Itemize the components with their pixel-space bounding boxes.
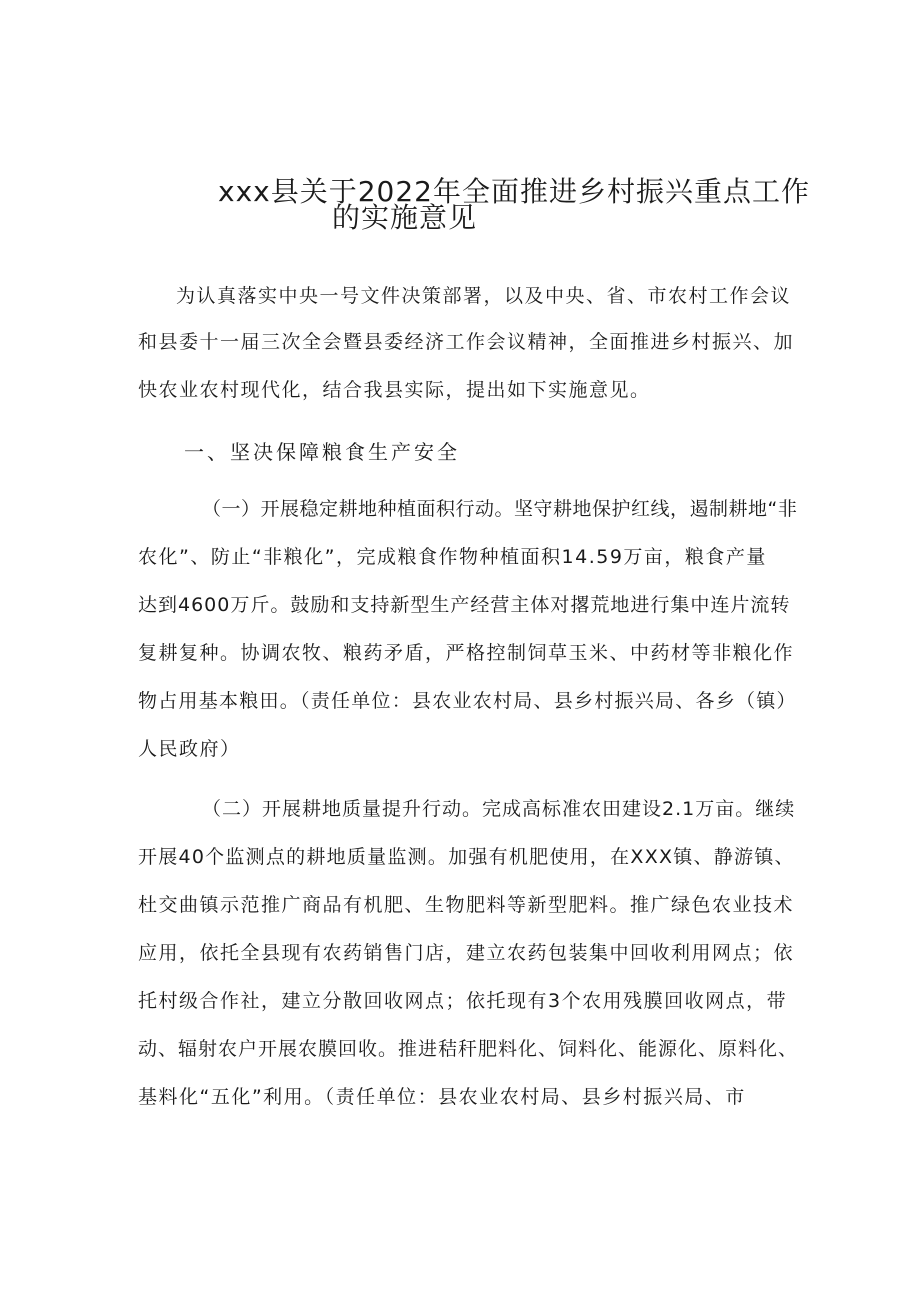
text-line: 快农业农村现代化，结合我县实际，提出如下实施意见。 — [138, 379, 651, 401]
text-line: 为认真落实中央一号文件决策部署，以及中央、省、市农村工作会议 — [176, 285, 792, 307]
text-line: 应用，依托全县现有农药销售门店，建立农药包装集中回收利用网点；依 — [138, 942, 795, 964]
text-line: 农化”、防止“非粮化”，完成粮食作物种植面积14.59万亩，粮食产量 — [138, 546, 767, 568]
text-line: 开展40个监测点的耕地质量监测。加强有机肥使用，在XXX镇、静游镇、 — [138, 846, 795, 868]
document-title-line2: 的实施意见 — [332, 201, 478, 234]
text-line: 杜交曲镇示范推广商品有机肥、生物肥料等新型肥料。推广绿色农业技术 — [138, 894, 795, 916]
text-line: （一）开展稳定耕地种植面积行动。坚守耕地保护红线，遏制耕地“非 — [202, 498, 798, 520]
text-line: （二）开展耕地质量提升行动。完成高标准农田建设2.1万亩。继续 — [202, 798, 796, 820]
text-line: 托村级合作社，建立分散回收网点；依托现有3个农用残膜回收网点，带 — [138, 990, 788, 1012]
text-line: 基料化“五化”利用。（责任单位：县农业农村局、县乡村振兴局、市 — [138, 1086, 746, 1108]
text-line: 人民政府） — [138, 738, 241, 760]
text-line: 达到4600万斤。鼓励和支持新型生产经营主体对撂荒地进行集中连片流转 — [138, 594, 791, 616]
text-line: 复耕复种。协调农牧、粮药矛盾，严格控制饲草玉米、中药材等非粮化作 — [138, 642, 795, 664]
text-line: 和县委十一届三次全会暨县委经济工作会议精神，全面推进乡村振兴、加 — [138, 331, 795, 353]
text-line: 动、辐射农户开展农膜回收。推进秸秆肥料化、饲料化、能源化、原料化、 — [138, 1038, 799, 1060]
section-heading: 一、坚决保障粮食生产安全 — [184, 440, 460, 464]
text-line: 物占用基本粮田。（责任单位：县农业农村局、县乡村振兴局、各乡（镇） — [138, 690, 797, 712]
document-title-line1: xxx县关于2022年全面推进乡村振兴重点工作 — [218, 175, 810, 208]
